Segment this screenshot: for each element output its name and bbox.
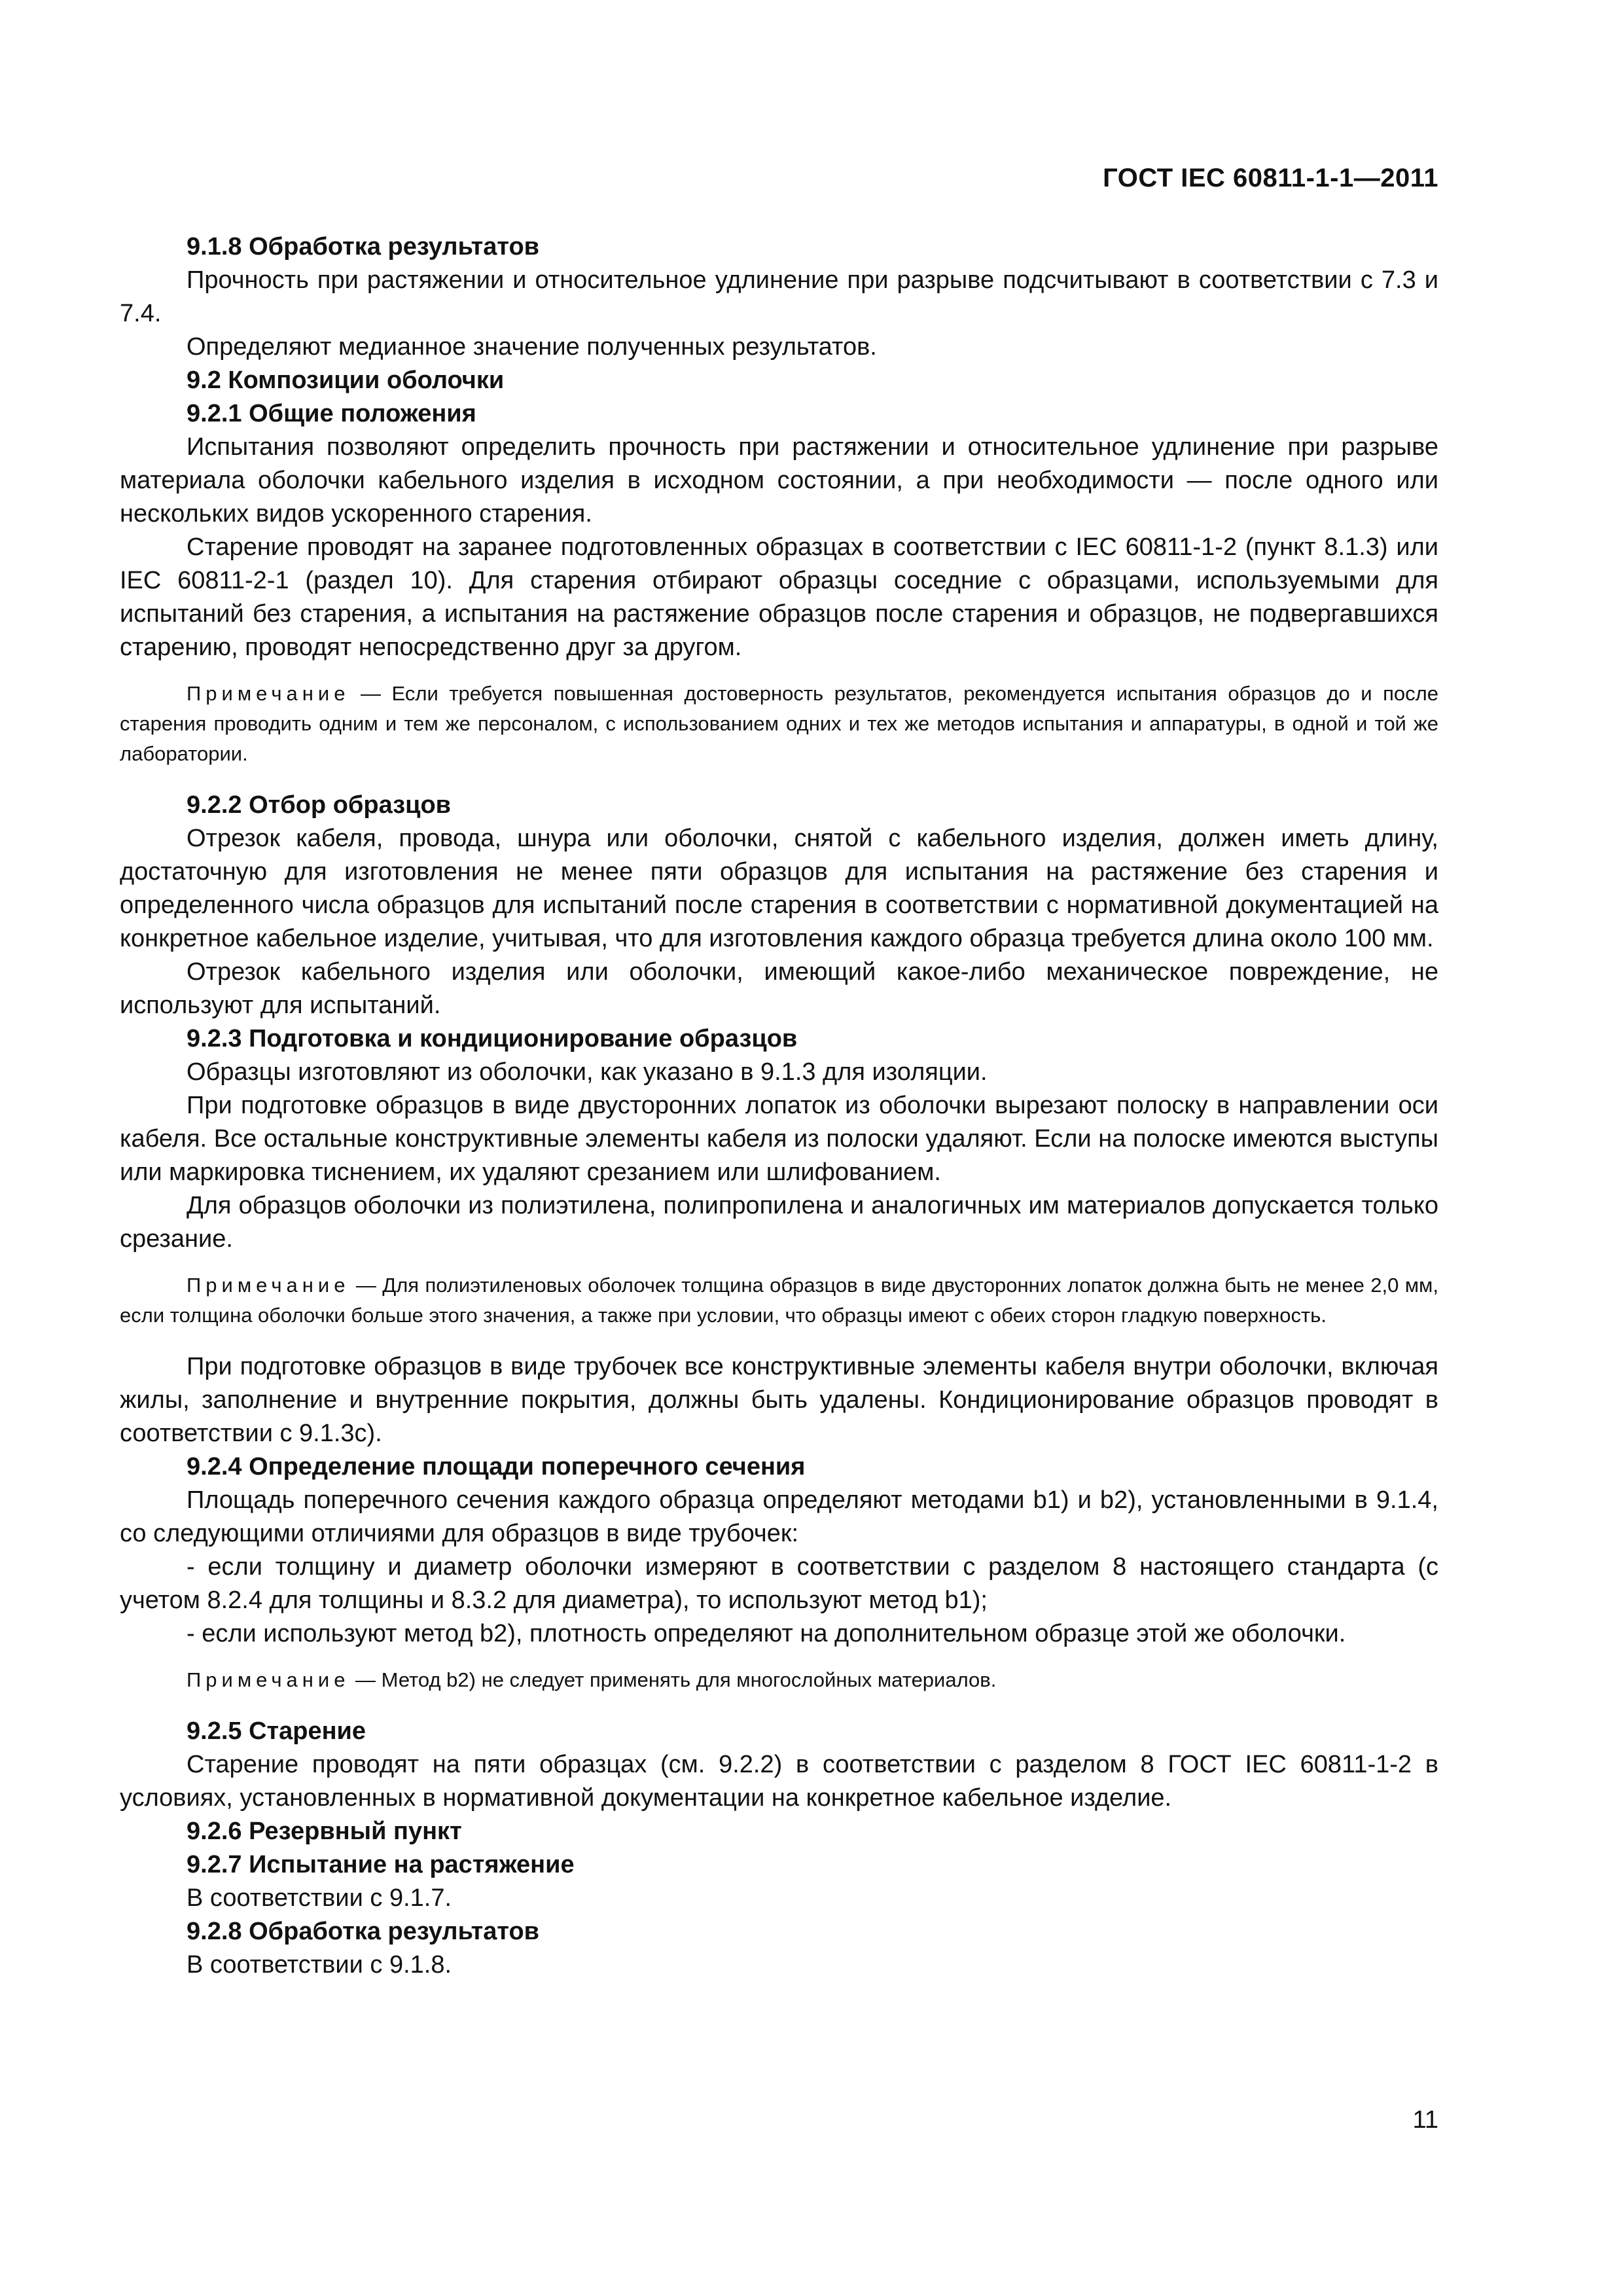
note-text: — Метод b2) не следует применять для многослойных материалов.: [349, 1668, 997, 1691]
note-label: Примечание: [187, 1274, 350, 1297]
body-paragraph: Старение проводят на заранее подготовленных образцах в соответствии с IEC 60811-1-2 (пункт 8.1.3) или IEC 60811-2-1 (раздел 10). Для старения отбирают образцы соседние с образцами, используемыми для испытаний без старения, а испытания на растяжение образцов после старения и образцов, не подвергавшихся старению, проводят непосредственно друг за другом.: [120, 533, 1438, 661]
body-paragraph: Испытания позволяют определить прочность при растяжении и относительное удлинение при разрыве материала оболочки кабельного изделия в исходном состоянии, а при необходимости — после одного или нескольких видов ускоренного старения.: [120, 433, 1438, 528]
body-paragraph: При подготовке образцов в виде двусторонних лопаток из оболочки вырезают полоску в направлении оси кабеля. Все остальные конструктивные элементы кабеля из полоски удаляют. Если на полоске имеются выступы или маркировка тиснением, их удаляют срезанием или шлифованием.: [120, 1092, 1438, 1186]
note-paragraph: [120, 1665, 1438, 1695]
body-paragraph: При подготовке образцов в виде трубочек все конструктивные элементы кабеля внутри оболочки, включая жилы, заполнение и внутренние покрытия, должны быть удалены. Кондиционирование образцов проводят в соответствии с 9.1.3с).: [120, 1353, 1438, 1447]
body-paragraph: - если используют метод b2), плотность определяют на дополнительном образце этой же оболочки.: [187, 1620, 1346, 1647]
document-code-header: ГОСТ IEC 60811-1-1—2011: [1103, 164, 1438, 192]
section-heading: 9.2.4 Определение площади поперечного сечения: [187, 1453, 806, 1480]
section-heading: 9.2.1 Общие положения: [187, 400, 476, 427]
section-heading: 9.2.5 Старение: [187, 1717, 366, 1745]
body-paragraph: Для образцов оболочки из полиэтилена, полипропилена и аналогичных им материалов допускается только срезание.: [120, 1192, 1438, 1253]
body-paragraph: Прочность при растяжении и относительное удлинение при разрыве подсчитывают в соответствии с 7.3 и 7.4.: [120, 266, 1438, 327]
section-heading: 9.2.8 Обработка результатов: [187, 1918, 540, 1945]
body-paragraph: Образцы изготовляют из оболочки, как указано в 9.1.3 для изоляции.: [187, 1058, 988, 1086]
body-paragraph: Определяют медианное значение полученных результатов.: [187, 333, 877, 361]
body-paragraph: Отрезок кабельного изделия или оболочки, имеющий какое-либо механическое повреждение, не используют для испытаний.: [120, 958, 1438, 1019]
body-paragraph: В соответствии с 9.1.8.: [187, 1951, 452, 1979]
body-paragraph: В соответствии с 9.1.7.: [187, 1884, 452, 1912]
section-heading: 9.2.2 Отбор образцов: [187, 791, 452, 819]
note-paragraph: [120, 679, 1438, 769]
section-heading: 9.2.7 Испытание на растяжение: [187, 1851, 575, 1878]
body-paragraph: Отрезок кабеля, провода, шнура или оболочки, снятой с кабельного изделия, должен иметь длину, достаточную для изготовления не менее пяти образцов для испытания на растяжение без старения и определенного числа образцов для испытаний после старения в соответствии с нормативной документацией на конкретное кабельное изделие, учитывая, что для изготовления каждого образца требуется длина около 100 мм.: [120, 825, 1438, 952]
note-paragraph: [120, 1270, 1438, 1331]
note-text: — Если требуется повышенная достоверность результатов, рекомендуется испытания образцов до и после старения проводить одним и тем же персоналом, с использованием одних и тех же методов испытания и аппаратуры, в одной и той же лаборатории.: [120, 682, 1438, 765]
body-paragraph: Площадь поперечного сечения каждого образца определяют методами b1) и b2), установленными в 9.1.4, со следующими отличиями для образцов в виде трубочек:: [120, 1486, 1438, 1547]
body-paragraph: Старение проводят на пяти образцах (см. 9.2.2) в соответствии с разделом 8 ГОСТ IEC 60811-1-2 в условиях, установленных в нормативной документации на конкретное кабельное изделие.: [120, 1751, 1438, 1812]
note-label: Примечание: [187, 1668, 350, 1691]
section-heading: 9.2.6 Резервный пункт: [187, 1818, 462, 1845]
page-number: 11: [1412, 2106, 1438, 2134]
body-paragraph: - если толщину и диаметр оболочки измеряют в соответствии с разделом 8 настоящего стандарта (с учетом 8.2.4 для толщины и 8.3.2 для диаметра), то используют метод b1);: [120, 1553, 1438, 1614]
note-label: Примечание: [187, 682, 350, 705]
section-heading: 9.2.3 Подготовка и кондиционирование образцов: [187, 1025, 798, 1052]
section-heading: 9.2 Композиции оболочки: [187, 367, 505, 394]
section-heading: 9.1.8 Обработка результатов: [187, 233, 540, 260]
document-body: [120, 230, 1438, 1982]
note-text: — Для полиэтиленовых оболочек толщина образцов в виде двусторонних лопаток должна быть не менее 2,0 мм, если толщина оболочки больше этого значения, а также при условии, что образцы имеют с обеих сторон гладкую поверхность.: [120, 1274, 1438, 1327]
